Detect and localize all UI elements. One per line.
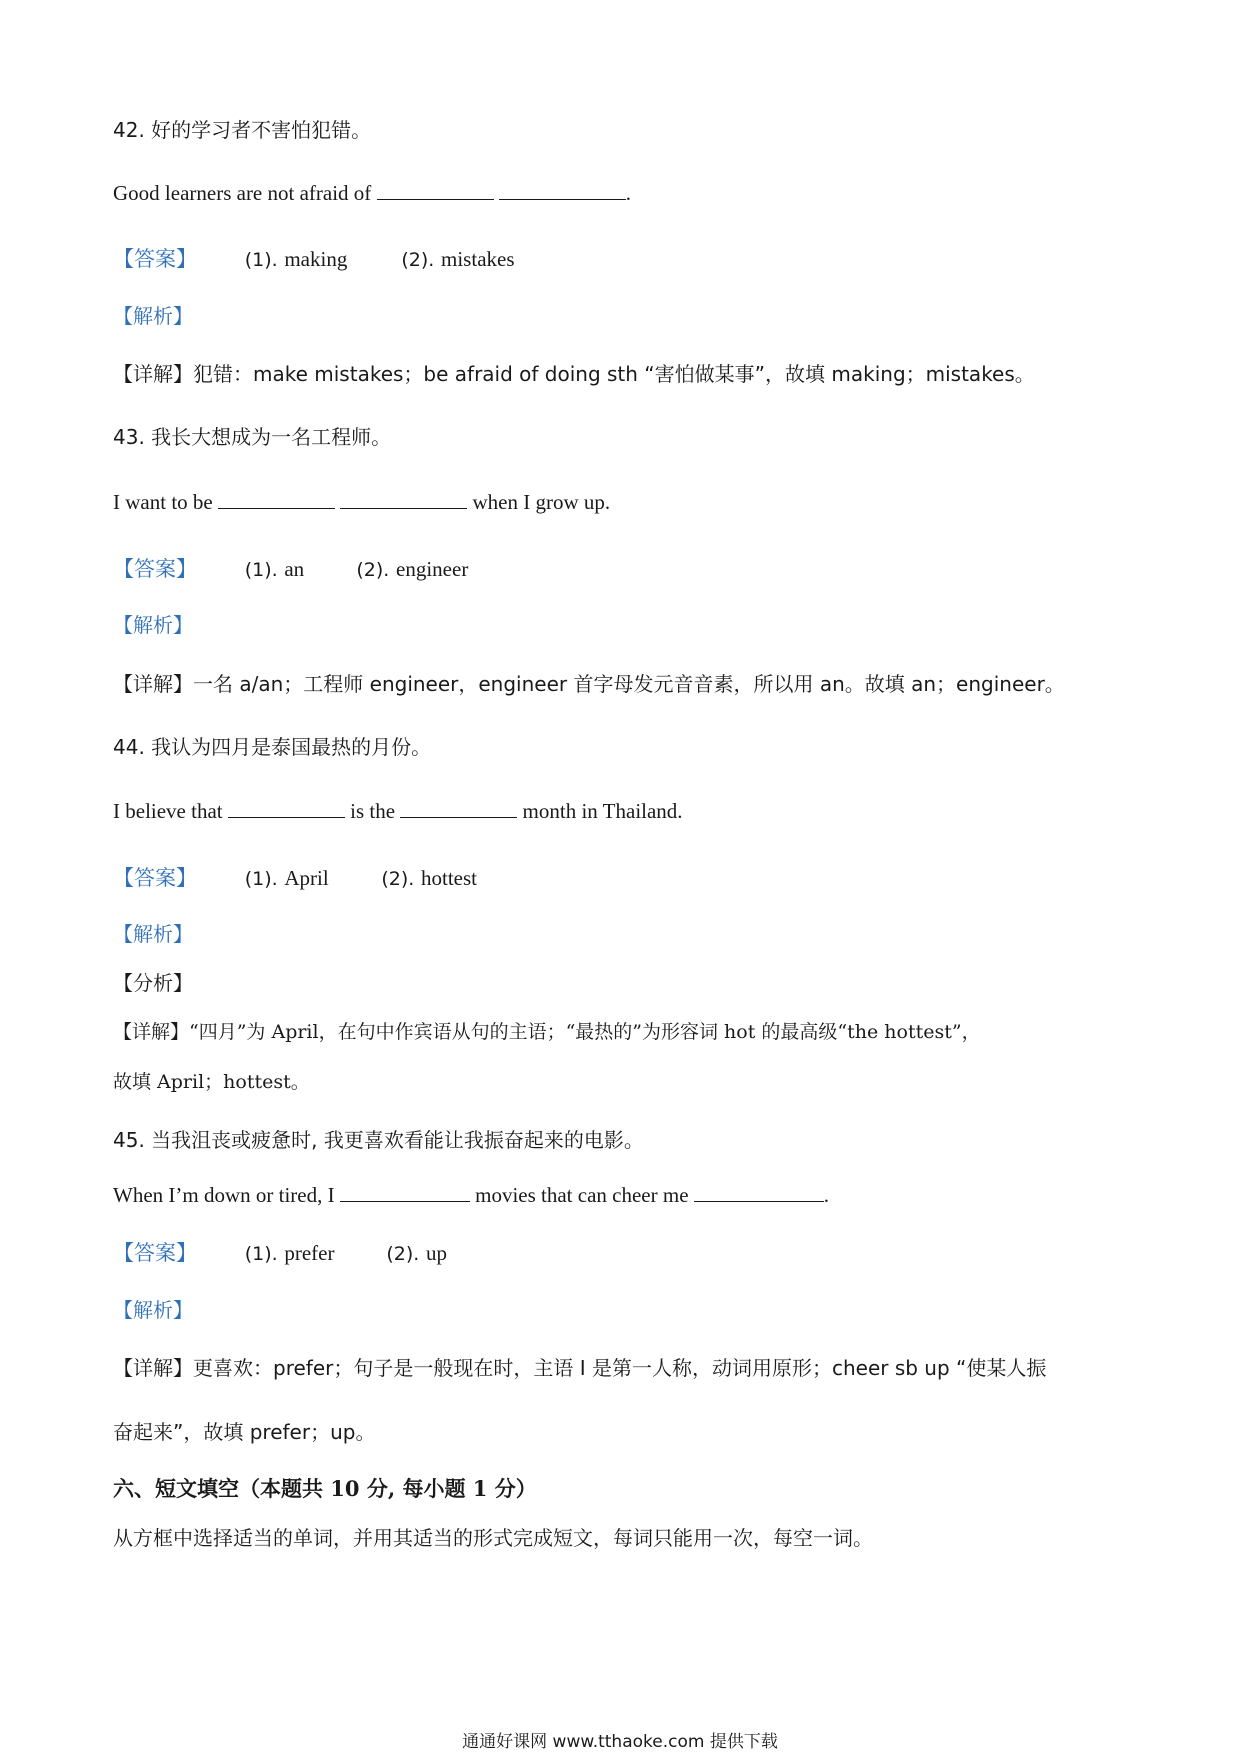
sentence-text: Good learners are not afraid of [113,181,372,205]
analysis-label: 【解析】 [113,1298,193,1322]
analysis-label: 【解析】 [113,613,193,637]
answer-label: 【答案】 [113,866,197,890]
fenxi-label: 【分析】 [113,971,193,995]
sentence-text: I believe that [113,799,223,823]
detail-explanation: 【详解】一名 a/an；工程师 engineer，engineer 首字母发元音音素，所以用 an。故填 an；engineer。 [113,672,1065,696]
answer-label: 【答案】 [113,247,197,271]
answer-item: (1). April [244,866,329,890]
answer-item: (1). prefer [244,1241,335,1265]
sentence-text: . [625,181,632,205]
sentence-text: movies that can cheer me [475,1183,689,1207]
answer-line-44 [113,862,477,892]
analysis-label: 【解析】 [113,922,193,946]
analysis-label: 【解析】 [113,304,193,328]
question-44-sentence [113,797,683,824]
answer-blank [228,797,345,818]
answer-item: (2). up [386,1241,448,1265]
sentence-text: is the [350,799,396,823]
question-45-sentence [113,1181,829,1208]
question-44-prompt [113,731,431,760]
answer-blank [499,179,626,200]
detail-explanation: 【详解】犯错：make mistakes；be afraid of doing sth “害怕做某事”，故填 making；mistakes。 [113,362,1035,386]
detail-explanation: 【详解】“四月”为 April，在句中作宾语从句的主语；“最热的”为形容词 hot 的最高级“the hottest”， [113,1021,981,1043]
question-number: 44. [113,735,145,759]
sentence-text: when I grow up. [472,490,611,514]
answer-label: 【答案】 [113,557,197,581]
answer-line-42 [113,243,515,273]
answer-blank [218,488,335,509]
question-prompt-text: 当我沮丧或疲惫时, 我更喜欢看能让我振奋起来的电影。 [151,1128,644,1152]
answer-line-45 [113,1237,447,1267]
question-43-prompt [113,421,391,450]
detail-explanation: 【详解】更喜欢：prefer；句子是一般现在时，主语 I 是第一人称，动词用原形；cheer sb up “使某人振 [113,1356,1047,1380]
question-prompt-text: 我长大想成为一名工程师。 [151,425,392,449]
sentence-text: I want to be [113,490,213,514]
answer-blank [340,488,467,509]
question-42-sentence [113,179,631,206]
sentence-text: . [823,1183,830,1207]
answer-line-43 [113,553,468,583]
sentence-text: month in Thailand. [522,799,683,823]
question-42-prompt [113,114,371,143]
question-number: 43. [113,425,145,449]
question-prompt-text: 我认为四月是泰国最热的月份。 [151,735,432,759]
answer-item: (2). engineer [356,557,469,581]
answer-blank [400,797,517,818]
sentence-text: When I’m down or tired, I [113,1183,335,1207]
question-43-sentence [113,488,610,515]
answer-blank [694,1181,824,1202]
section-title: 六、短文填空（本题共 10 分, 每小题 1 分） [113,1476,537,1501]
detail-explanation-continued: 故填 April；hottest。 [113,1071,310,1093]
detail-explanation-continued: 奋起来”，故填 prefer；up。 [113,1420,376,1444]
question-prompt-text: 好的学习者不害怕犯错。 [151,118,372,142]
question-45-prompt [113,1124,644,1153]
question-number: 42. [113,118,145,142]
answer-item: (2). hottest [381,866,478,890]
answer-blank [340,1181,470,1202]
answer-label: 【答案】 [113,1241,197,1265]
section-instruction: 从方框中选择适当的单词，并用其适当的形式完成短文，每词只能用一次，每空一词。 [113,1526,873,1550]
question-number: 45. [113,1128,145,1152]
page-footer: 通通好课网 www.tthaoke.com 提供下载 [462,1732,778,1752]
answer-blank [377,179,494,200]
answer-item: (2). mistakes [401,247,515,271]
answer-item: (1). an [244,557,305,581]
answer-item: (1). making [244,247,348,271]
